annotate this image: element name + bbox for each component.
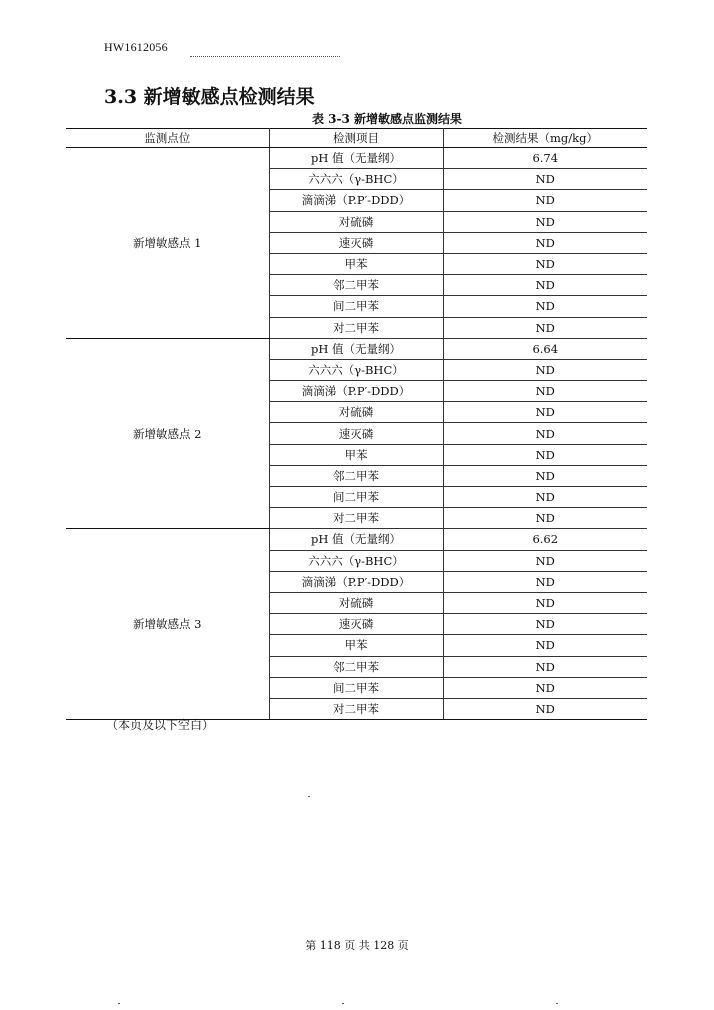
item-cell: 对硫磷 (269, 402, 443, 423)
result-cell: 6.74 (443, 148, 647, 169)
page-number: 第 118 页 共 128 页 (305, 939, 409, 952)
scan-speck (118, 1003, 120, 1004)
header-rule (190, 56, 340, 57)
item-cell: 对二甲苯 (269, 508, 443, 529)
header-site: 监测点位 (66, 129, 269, 148)
item-cell: pH 值（无量纲） (269, 148, 443, 169)
document-id: HW1612056 (104, 40, 168, 54)
item-cell: 滴滴涕（P.P′-DDD） (269, 190, 443, 211)
result-cell: 6.64 (443, 338, 647, 359)
scan-speck (556, 1003, 558, 1004)
result-cell: ND (443, 465, 647, 486)
item-cell: 速灭磷 (269, 614, 443, 635)
table-caption-wrapper (0, 110, 714, 127)
item-cell: 滴滴涕（P.P′-DDD） (269, 571, 443, 592)
item-cell: 六六六（γ-BHC） (269, 550, 443, 571)
table-header-row (66, 129, 647, 148)
result-cell: ND (443, 635, 647, 656)
table-caption: 表 3-3 新增敏感点监测结果 (311, 112, 463, 126)
scan-speck (308, 796, 310, 797)
result-cell: ND (443, 402, 647, 423)
result-cell: ND (443, 275, 647, 296)
item-cell: 六六六（γ-BHC） (269, 169, 443, 190)
blank-page-note: （本页及以下空白） (106, 718, 215, 732)
item-cell: pH 值（无量纲） (269, 529, 443, 550)
table-body (66, 148, 647, 720)
item-cell: 间二甲苯 (269, 296, 443, 317)
table-row (66, 148, 647, 169)
result-cell: ND (443, 571, 647, 592)
item-cell: 间二甲苯 (269, 487, 443, 508)
item-cell: 邻二甲苯 (269, 465, 443, 486)
table-row (66, 338, 647, 359)
result-cell: ND (443, 296, 647, 317)
section-title: 3.3 新增敏感点检测结果 (104, 86, 315, 108)
item-cell: pH 值（无量纲） (269, 338, 443, 359)
item-cell: 对硫磷 (269, 211, 443, 232)
site-cell: 新增敏感点 2 (66, 338, 269, 529)
item-cell: 邻二甲苯 (269, 275, 443, 296)
item-cell: 滴滴涕（P.P′-DDD） (269, 381, 443, 402)
item-cell: 甲苯 (269, 253, 443, 274)
header-result: 检测结果（mg/kg） (443, 129, 647, 148)
result-cell: ND (443, 550, 647, 571)
item-cell: 六六六（γ-BHC） (269, 359, 443, 380)
result-cell: ND (443, 508, 647, 529)
result-cell: ND (443, 444, 647, 465)
item-cell: 对二甲苯 (269, 317, 443, 338)
header-item: 检测项目 (269, 129, 443, 148)
result-cell: ND (443, 423, 647, 444)
item-cell: 甲苯 (269, 635, 443, 656)
result-cell: ND (443, 698, 647, 719)
item-cell: 甲苯 (269, 444, 443, 465)
site-cell: 新增敏感点 3 (66, 529, 269, 720)
site-cell: 新增敏感点 1 (66, 148, 269, 339)
result-cell: ND (443, 614, 647, 635)
result-cell: ND (443, 211, 647, 232)
result-cell: ND (443, 487, 647, 508)
scan-speck (342, 1003, 344, 1004)
item-cell: 速灭磷 (269, 232, 443, 253)
result-cell: ND (443, 359, 647, 380)
item-cell: 对硫磷 (269, 592, 443, 613)
item-cell: 速灭磷 (269, 423, 443, 444)
result-cell: ND (443, 656, 647, 677)
item-cell: 间二甲苯 (269, 677, 443, 698)
item-cell: 对二甲苯 (269, 698, 443, 719)
table-row (66, 529, 647, 550)
result-cell: 6.62 (443, 529, 647, 550)
result-cell: ND (443, 592, 647, 613)
result-cell: ND (443, 232, 647, 253)
result-cell: ND (443, 317, 647, 338)
result-cell: ND (443, 677, 647, 698)
results-table (66, 128, 647, 720)
result-cell: ND (443, 253, 647, 274)
result-cell: ND (443, 190, 647, 211)
item-cell: 邻二甲苯 (269, 656, 443, 677)
result-cell: ND (443, 381, 647, 402)
result-cell: ND (443, 169, 647, 190)
